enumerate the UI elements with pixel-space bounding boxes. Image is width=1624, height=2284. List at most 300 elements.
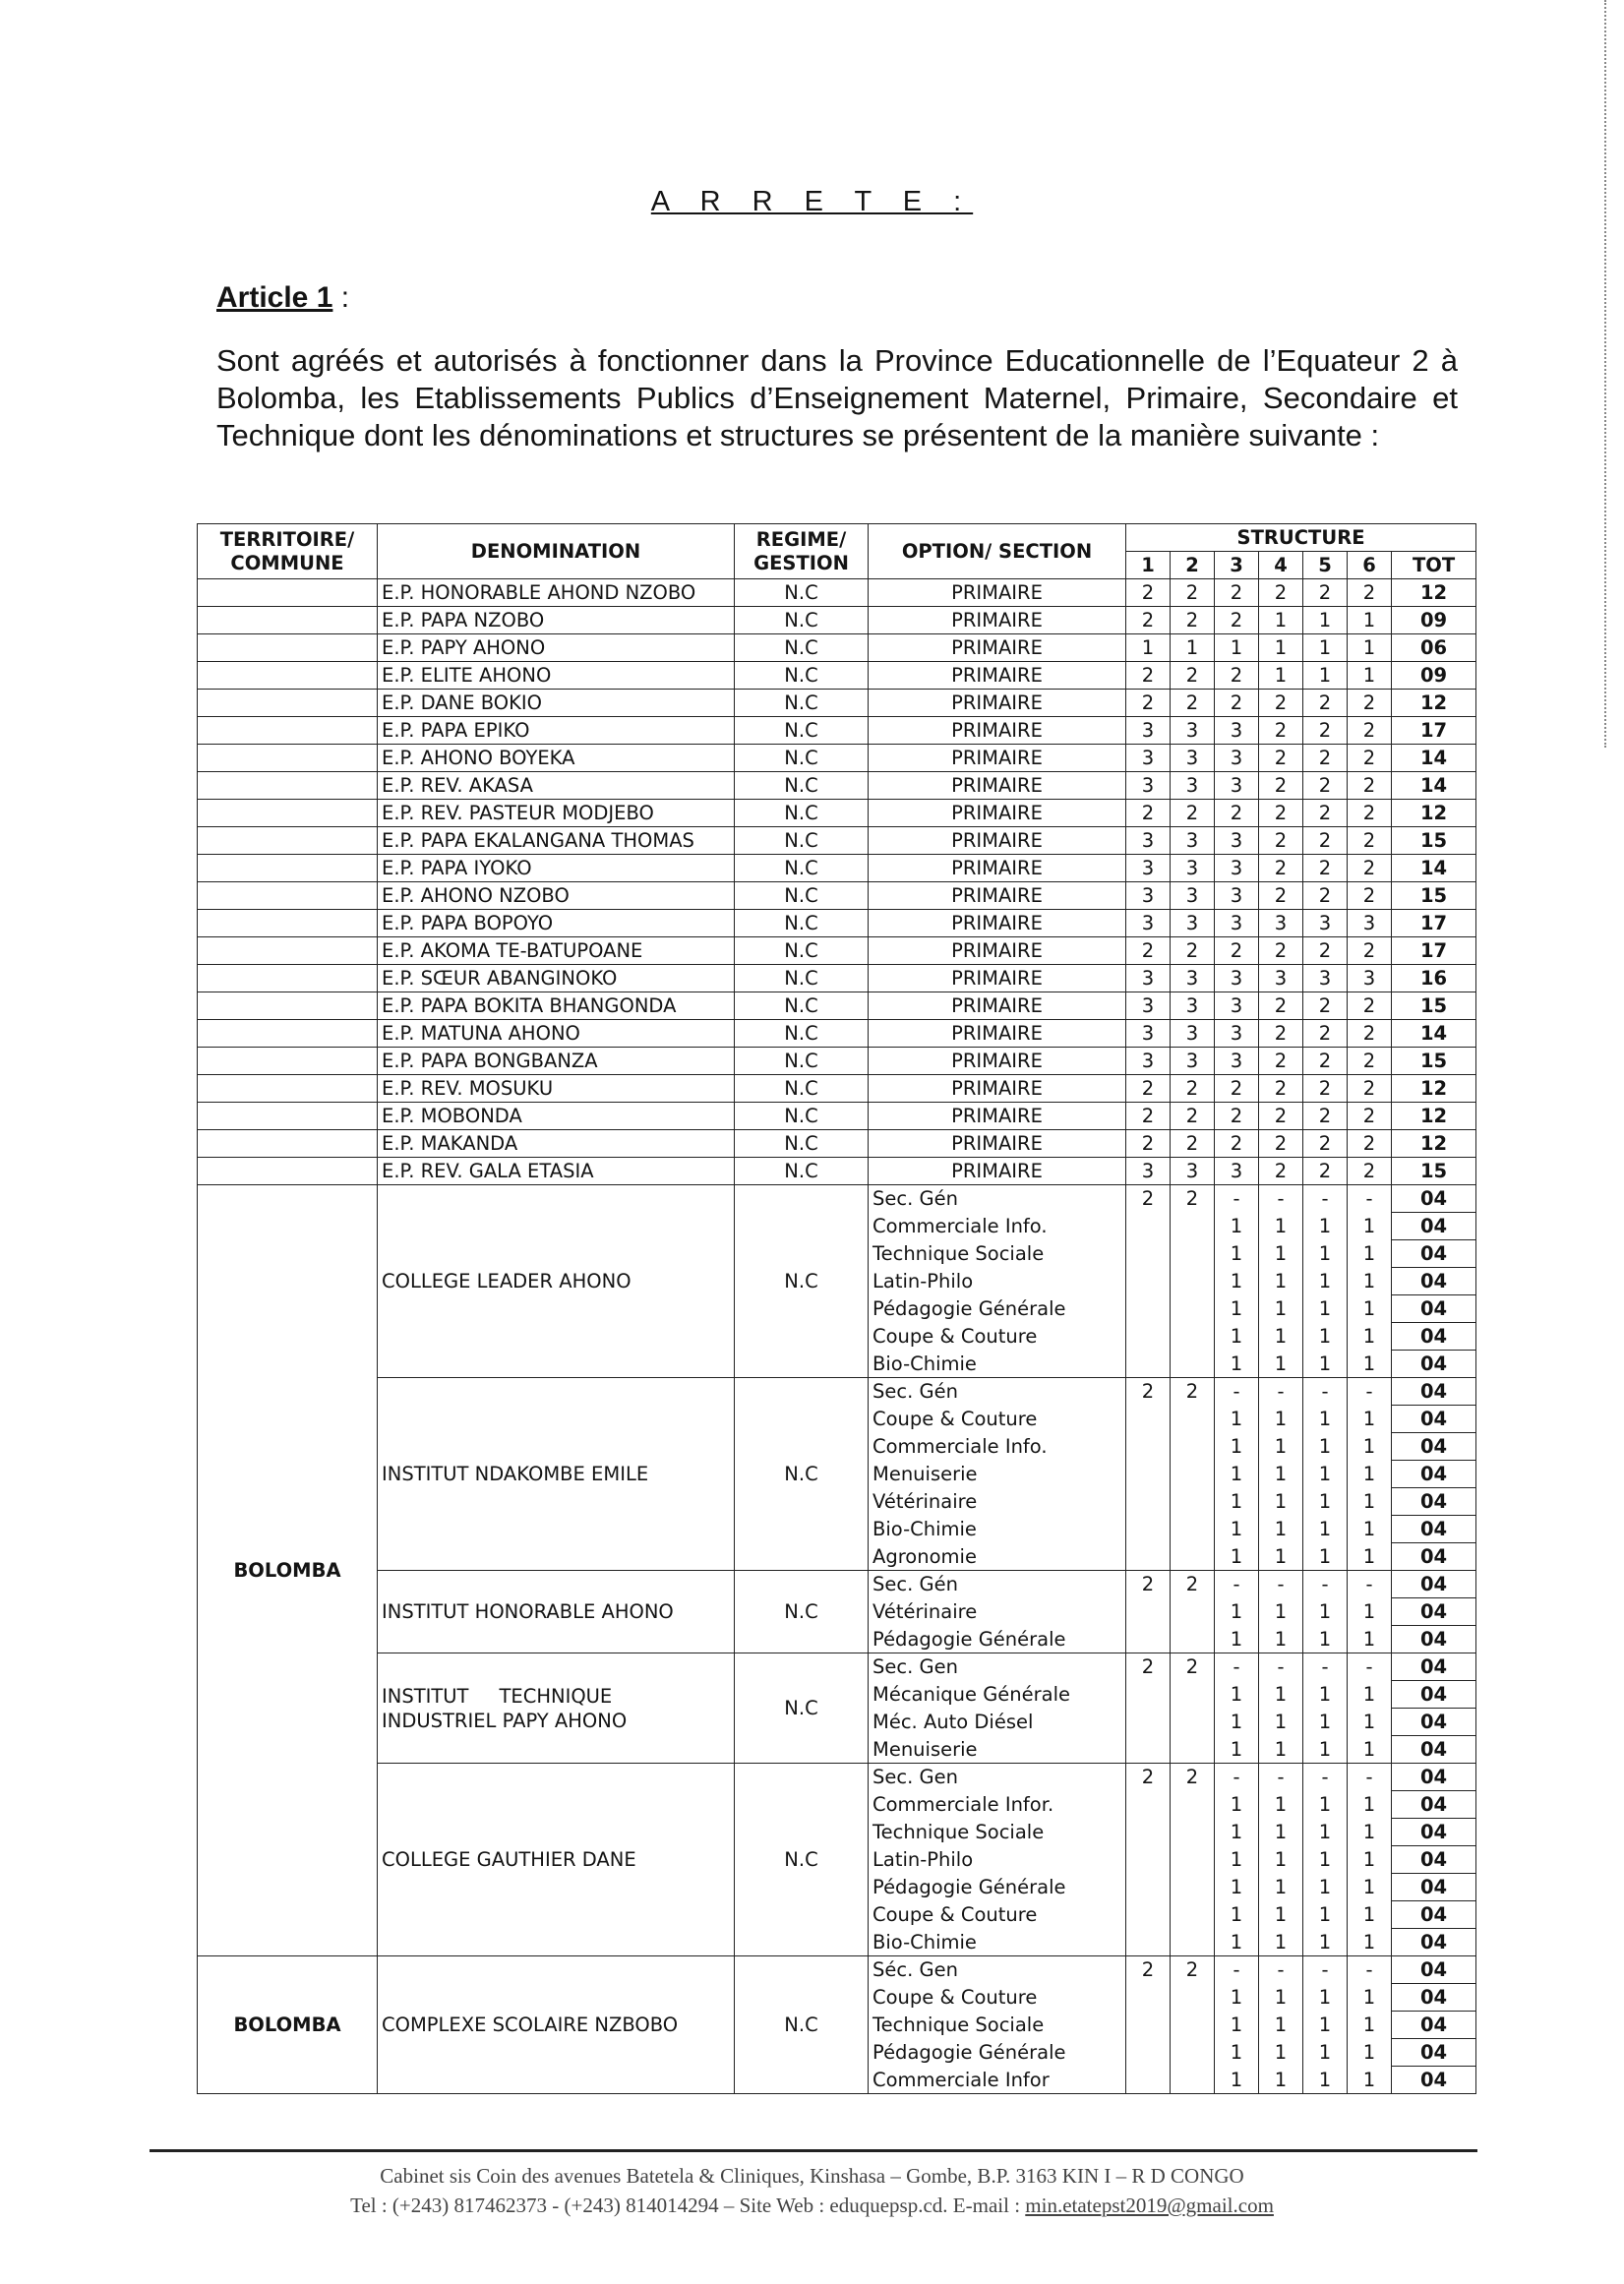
structure-cell: 2 <box>1303 1158 1348 1185</box>
territory-cell <box>198 1075 378 1103</box>
structure-cell <box>1171 1351 1215 1378</box>
structure-cell <box>1126 1874 1171 1901</box>
table-row <box>198 745 1476 772</box>
structure-cell <box>1126 1901 1171 1929</box>
structure-cell: 1 <box>1348 2039 1392 2067</box>
structure-cell: 3 <box>1215 855 1259 882</box>
document-title: A R R E T E : <box>650 186 974 217</box>
structure-cell: 1 <box>1259 1351 1303 1378</box>
territory-cell: BOLOMBA <box>198 1185 378 1956</box>
structure-cell: 2 <box>1259 579 1303 607</box>
structure-cell: 1 <box>1303 1709 1348 1736</box>
structure-cell: 2 <box>1259 745 1303 772</box>
option-cell: Latin-Philo <box>869 1846 1126 1874</box>
total-cell: 15 <box>1392 827 1476 855</box>
structure-cell: 2 <box>1303 800 1348 827</box>
structure-cell: 2 <box>1171 1571 1215 1598</box>
structure-cell: 1 <box>1348 1461 1392 1488</box>
structure-cell: 1 <box>1259 1461 1303 1488</box>
structure-cell: - <box>1215 1764 1259 1791</box>
total-cell: 15 <box>1392 992 1476 1020</box>
structure-cell: 1 <box>1303 1791 1348 1819</box>
option-cell: PRIMAIRE <box>869 607 1126 634</box>
option-cell: Bio-Chimie <box>869 1929 1126 1956</box>
structure-cell: 3 <box>1171 1048 1215 1075</box>
structure-cell: 2 <box>1259 1103 1303 1130</box>
structure-cell: 2 <box>1348 1130 1392 1158</box>
total-cell: 04 <box>1392 1901 1476 1929</box>
structure-cell: 3 <box>1215 1020 1259 1048</box>
structure-cell: 1 <box>1303 2067 1348 2094</box>
table-row <box>198 1048 1476 1075</box>
option-cell: Menuiserie <box>869 1736 1126 1764</box>
structure-cell: - <box>1259 1571 1303 1598</box>
school-name: E.P. PAPA EPIKO <box>378 717 735 745</box>
regime-cell: N.C <box>735 717 869 745</box>
structure-cell: 1 <box>1348 1819 1392 1846</box>
option-cell: Séc. Gen <box>869 1956 1126 1984</box>
structure-cell: 2 <box>1303 855 1348 882</box>
structure-cell: - <box>1303 1764 1348 1791</box>
structure-cell: 2 <box>1303 772 1348 800</box>
structure-cell: 1 <box>1303 1736 1348 1764</box>
school-name: E.P. PAPA BOKITA BHANGONDA <box>378 992 735 1020</box>
structure-cell: 2 <box>1348 772 1392 800</box>
regime-cell: N.C <box>735 882 869 910</box>
territory-cell <box>198 855 378 882</box>
structure-cell: - <box>1215 1185 1259 1213</box>
total-cell: 14 <box>1392 855 1476 882</box>
header-col-2: 2 <box>1171 552 1215 579</box>
total-cell: 04 <box>1392 1268 1476 1295</box>
table-row <box>198 910 1476 937</box>
total-cell: 17 <box>1392 717 1476 745</box>
total-cell: 16 <box>1392 965 1476 992</box>
school-name: INSTITUT NDAKOMBE EMILE <box>378 1378 735 1571</box>
total-cell: 06 <box>1392 634 1476 662</box>
structure-cell: - <box>1348 1185 1392 1213</box>
structure-cell <box>1126 1598 1171 1626</box>
total-cell: 04 <box>1392 1819 1476 1846</box>
structure-cell: 3 <box>1171 882 1215 910</box>
structure-cell <box>1126 1433 1171 1461</box>
structure-cell: 2 <box>1126 937 1171 965</box>
table-row <box>198 965 1476 992</box>
table-row <box>198 1956 1476 1984</box>
structure-cell <box>1126 1984 1171 2012</box>
total-cell: 04 <box>1392 1295 1476 1323</box>
structure-cell: 1 <box>1215 1433 1259 1461</box>
structure-cell: 1 <box>1348 1901 1392 1929</box>
regime-cell: N.C <box>735 992 869 1020</box>
structure-cell: 2 <box>1259 937 1303 965</box>
school-name: E.P. MAKANDA <box>378 1130 735 1158</box>
table-row <box>198 855 1476 882</box>
structure-cell: 2 <box>1126 1764 1171 1791</box>
structure-cell <box>1171 1323 1215 1351</box>
school-name: E.P. SŒUR ABANGINOKO <box>378 965 735 992</box>
territory-cell <box>198 717 378 745</box>
total-cell: 04 <box>1392 1461 1476 1488</box>
intro-paragraph: Sont agréés et autorisés à fonctionner dans la Province Educationnelle de l’Equateur 2 à Bolomba, les Etablissements Publics d’Enseignement Maternel, Primaire, Secondaire et Technique dont les dénominations et structures se présentent de la manière suivante : <box>216 343 1458 452</box>
header-regime: REGIME/ GESTION <box>735 524 869 579</box>
structure-cell: 2 <box>1126 800 1171 827</box>
table-row <box>198 800 1476 827</box>
structure-cell: 1 <box>1303 1543 1348 1571</box>
structure-cell: 3 <box>1215 717 1259 745</box>
option-cell: Bio-Chimie <box>869 1516 1126 1543</box>
option-cell: Agronomie <box>869 1543 1126 1571</box>
territory-cell <box>198 745 378 772</box>
regime-cell: N.C <box>735 745 869 772</box>
structure-cell: - <box>1303 1185 1348 1213</box>
structure-cell: 2 <box>1171 1653 1215 1681</box>
structure-cell: 3 <box>1126 855 1171 882</box>
structure-cell: 2 <box>1126 1103 1171 1130</box>
school-name: E.P. REV. MOSUKU <box>378 1075 735 1103</box>
structure-cell: 1 <box>1259 1874 1303 1901</box>
structure-cell <box>1126 1295 1171 1323</box>
structure-cell: 1 <box>1303 1433 1348 1461</box>
regime-cell: N.C <box>735 1158 869 1185</box>
structure-cell <box>1171 1709 1215 1736</box>
total-cell: 04 <box>1392 1323 1476 1351</box>
structure-cell: 1 <box>1259 1791 1303 1819</box>
total-cell: 04 <box>1392 1791 1476 1819</box>
table-row <box>198 1571 1476 1598</box>
structure-cell <box>1126 2067 1171 2094</box>
structure-cell: 2 <box>1171 937 1215 965</box>
structure-cell: 1 <box>1215 1406 1259 1433</box>
total-cell: 04 <box>1392 1516 1476 1543</box>
option-cell: PRIMAIRE <box>869 745 1126 772</box>
structure-cell: 1 <box>1259 1268 1303 1295</box>
structure-cell: 1 <box>1259 1516 1303 1543</box>
structure-cell: 1 <box>1259 1543 1303 1571</box>
table-row <box>198 1185 1476 1213</box>
article-heading <box>216 281 349 315</box>
structure-cell: 3 <box>1171 1020 1215 1048</box>
school-name: COLLEGE LEADER AHONO <box>378 1185 735 1378</box>
structure-cell: 1 <box>1348 1984 1392 2012</box>
structure-cell: 2 <box>1171 1185 1215 1213</box>
total-cell: 04 <box>1392 1956 1476 1984</box>
structure-cell: 2 <box>1348 827 1392 855</box>
regime-cell: N.C <box>735 1956 869 2094</box>
structure-cell: 2 <box>1171 690 1215 717</box>
structure-cell: 2 <box>1303 882 1348 910</box>
structure-cell: 1 <box>1259 1240 1303 1268</box>
footer-email-link[interactable]: min.etatepst2019@gmail.com <box>1025 2194 1274 2217</box>
structure-cell: 1 <box>1259 1819 1303 1846</box>
table-row <box>198 1130 1476 1158</box>
structure-cell: 1 <box>1303 1213 1348 1240</box>
table-row <box>198 607 1476 634</box>
total-cell: 04 <box>1392 1571 1476 1598</box>
header-col-3: 3 <box>1215 552 1259 579</box>
structure-cell: 1 <box>1303 1268 1348 1295</box>
structure-cell <box>1126 1406 1171 1433</box>
structure-cell: 1 <box>1348 1488 1392 1516</box>
table-row <box>198 1378 1476 1406</box>
header-col-4: 4 <box>1259 552 1303 579</box>
structure-cell: 1 <box>1348 1929 1392 1956</box>
structure-cell: 1 <box>1303 1323 1348 1351</box>
option-cell: PRIMAIRE <box>869 717 1126 745</box>
territory-cell <box>198 992 378 1020</box>
option-cell: Commerciale Info. <box>869 1213 1126 1240</box>
school-name: E.P. MOBONDA <box>378 1103 735 1130</box>
territory-cell <box>198 1048 378 1075</box>
footer-rule <box>150 2149 1477 2152</box>
structure-cell: 3 <box>1126 910 1171 937</box>
territory-cell <box>198 1020 378 1048</box>
total-cell: 04 <box>1392 1240 1476 1268</box>
structure-cell: 3 <box>1215 827 1259 855</box>
structure-cell: 3 <box>1215 965 1259 992</box>
structure-cell: 1 <box>1348 1516 1392 1543</box>
school-name: E.P. REV. AKASA <box>378 772 735 800</box>
school-name: E.P. REV. GALA ETASIA <box>378 1158 735 1185</box>
structure-cell <box>1126 1626 1171 1653</box>
structure-cell: 1 <box>1303 1240 1348 1268</box>
structure-cell: 2 <box>1348 717 1392 745</box>
structure-cell <box>1126 1846 1171 1874</box>
table-row <box>198 1764 1476 1791</box>
structure-cell: 2 <box>1348 937 1392 965</box>
option-cell: PRIMAIRE <box>869 1158 1126 1185</box>
footer-address: Cabinet sis Coin des avenues Batetela & Cliniques, Kinshasa – Gombe, B.P. 3163 KIN I – R D CONGO <box>380 2164 1244 2188</box>
option-cell: Commerciale Infor. <box>869 1791 1126 1819</box>
structure-cell: 1 <box>1348 1406 1392 1433</box>
structure-cell <box>1171 1736 1215 1764</box>
option-cell: PRIMAIRE <box>869 827 1126 855</box>
structure-cell: 1 <box>1215 1984 1259 2012</box>
table-row <box>198 992 1476 1020</box>
table-row <box>198 1653 1476 1681</box>
table-row <box>198 937 1476 965</box>
school-name: E.P. ELITE AHONO <box>378 662 735 690</box>
structure-cell: 1 <box>1171 634 1215 662</box>
structure-cell: 1 <box>1259 1488 1303 1516</box>
structure-cell: 1 <box>1348 1626 1392 1653</box>
structure-cell: 1 <box>1348 1543 1392 1571</box>
option-cell: Sec. Gén <box>869 1185 1126 1213</box>
structure-cell: 2 <box>1303 579 1348 607</box>
territory-cell <box>198 827 378 855</box>
table-row <box>198 662 1476 690</box>
structure-cell <box>1171 1681 1215 1709</box>
structure-cell <box>1126 1488 1171 1516</box>
table-row <box>198 772 1476 800</box>
school-name: E.P. REV. PASTEUR MODJEBO <box>378 800 735 827</box>
option-cell: PRIMAIRE <box>869 855 1126 882</box>
structure-cell: 1 <box>1215 1598 1259 1626</box>
structure-cell: 2 <box>1259 1048 1303 1075</box>
structure-cell: 1 <box>1259 1709 1303 1736</box>
structure-cell: 1 <box>1348 662 1392 690</box>
structure-cell: 1 <box>1303 1461 1348 1488</box>
regime-cell: N.C <box>735 579 869 607</box>
structure-cell: 1 <box>1348 1433 1392 1461</box>
structure-cell: 1 <box>1348 1268 1392 1295</box>
structure-cell: 1 <box>1259 1433 1303 1461</box>
structure-cell: 1 <box>1215 1268 1259 1295</box>
structure-cell: 2 <box>1348 690 1392 717</box>
structure-cell: 1 <box>1303 1598 1348 1626</box>
structure-cell: 3 <box>1126 772 1171 800</box>
structure-cell: 2 <box>1259 992 1303 1020</box>
structure-cell: 1 <box>1259 607 1303 634</box>
structure-cell: 1 <box>1348 1846 1392 1874</box>
structure-cell <box>1171 1543 1215 1571</box>
structure-cell: - <box>1348 1378 1392 1406</box>
structure-cell: 1 <box>1348 1791 1392 1819</box>
option-cell: PRIMAIRE <box>869 800 1126 827</box>
school-name: E.P. PAPA BONGBANZA <box>378 1048 735 1075</box>
structure-cell <box>1171 1819 1215 1846</box>
option-cell: PRIMAIRE <box>869 992 1126 1020</box>
school-name-line: INDUSTRIEL PAPY AHONO <box>382 1709 628 1732</box>
structure-cell: 1 <box>1215 1736 1259 1764</box>
structure-cell: 1 <box>1215 1901 1259 1929</box>
structure-cell: 2 <box>1348 1158 1392 1185</box>
option-cell: Bio-Chimie <box>869 1351 1126 1378</box>
structure-cell: 1 <box>1215 1240 1259 1268</box>
regime-cell: N.C <box>735 1075 869 1103</box>
structure-cell: 3 <box>1126 965 1171 992</box>
structure-cell: 1 <box>1259 634 1303 662</box>
regime-cell: N.C <box>735 827 869 855</box>
structure-cell: 1 <box>1259 2067 1303 2094</box>
structure-cell <box>1126 1819 1171 1846</box>
total-cell: 04 <box>1392 1984 1476 2012</box>
structure-cell: 2 <box>1126 607 1171 634</box>
structure-cell: 1 <box>1259 1626 1303 1653</box>
total-cell: 04 <box>1392 1406 1476 1433</box>
structure-cell: 1 <box>1259 1323 1303 1351</box>
structure-cell: 2 <box>1215 937 1259 965</box>
school-name: E.P. PAPA NZOBO <box>378 607 735 634</box>
regime-cell: N.C <box>735 1653 869 1764</box>
structure-cell <box>1126 1323 1171 1351</box>
structure-cell: 3 <box>1126 992 1171 1020</box>
structure-cell <box>1126 1213 1171 1240</box>
structure-cell: 1 <box>1215 2012 1259 2039</box>
structure-cell <box>1126 1709 1171 1736</box>
regime-cell: N.C <box>735 937 869 965</box>
structure-cell: 1 <box>1259 662 1303 690</box>
option-cell: Sec. Gen <box>869 1764 1126 1791</box>
regime-cell: N.C <box>735 1378 869 1571</box>
structure-cell: 1 <box>1303 607 1348 634</box>
total-cell: 12 <box>1392 1075 1476 1103</box>
total-cell: 04 <box>1392 1874 1476 1901</box>
structure-cell: 2 <box>1126 1378 1171 1406</box>
regime-cell: N.C <box>735 855 869 882</box>
option-cell: Pédagogie Générale <box>869 1295 1126 1323</box>
structure-cell: 1 <box>1259 1736 1303 1764</box>
total-cell: 04 <box>1392 1681 1476 1709</box>
total-cell: 14 <box>1392 1020 1476 1048</box>
structure-cell: 1 <box>1303 1626 1348 1653</box>
structure-cell: 2 <box>1303 992 1348 1020</box>
structure-cell: 2 <box>1303 745 1348 772</box>
table-row <box>198 690 1476 717</box>
option-cell: PRIMAIRE <box>869 579 1126 607</box>
structure-cell: - <box>1303 1956 1348 1984</box>
structure-cell: 2 <box>1171 800 1215 827</box>
structure-cell: 3 <box>1171 855 1215 882</box>
structure-cell: 1 <box>1215 1461 1259 1488</box>
footer-contact-text: Tel : (+243) 817462373 - (+243) 814014294 – Site Web : eduquepsp.cd. E-mail : <box>350 2194 1026 2217</box>
structure-cell: 2 <box>1126 1075 1171 1103</box>
structure-cell <box>1171 1901 1215 1929</box>
structure-cell <box>1171 1295 1215 1323</box>
structure-cell: 1 <box>1215 1323 1259 1351</box>
structure-cell: 3 <box>1215 910 1259 937</box>
structure-cell: 3 <box>1259 910 1303 937</box>
structure-cell <box>1171 1461 1215 1488</box>
structure-cell <box>1126 2012 1171 2039</box>
school-name <box>378 1653 735 1764</box>
school-name: E.P. MATUNA AHONO <box>378 1020 735 1048</box>
option-cell: Méc. Auto Diésel <box>869 1709 1126 1736</box>
structure-cell: 3 <box>1126 1020 1171 1048</box>
total-cell: 12 <box>1392 1103 1476 1130</box>
structure-cell <box>1171 1791 1215 1819</box>
structure-cell: 2 <box>1126 662 1171 690</box>
structure-cell: - <box>1259 1378 1303 1406</box>
total-cell: 04 <box>1392 1213 1476 1240</box>
structure-cell: 2 <box>1259 855 1303 882</box>
structure-cell: 2 <box>1259 882 1303 910</box>
total-cell: 04 <box>1392 1626 1476 1653</box>
structure-cell: 2 <box>1303 1048 1348 1075</box>
structure-cell <box>1126 1543 1171 1571</box>
structure-cell: 1 <box>1215 1819 1259 1846</box>
total-cell: 17 <box>1392 937 1476 965</box>
structure-cell: - <box>1259 1764 1303 1791</box>
structure-cell: 1 <box>1215 1351 1259 1378</box>
option-cell: PRIMAIRE <box>869 1048 1126 1075</box>
total-cell: 12 <box>1392 1130 1476 1158</box>
structure-cell: 2 <box>1215 1075 1259 1103</box>
structure-cell: 1 <box>1215 634 1259 662</box>
territory-cell <box>198 1103 378 1130</box>
structure-cell: 2 <box>1348 579 1392 607</box>
regime-cell: N.C <box>735 690 869 717</box>
structure-cell: 2 <box>1348 745 1392 772</box>
total-cell: 04 <box>1392 2067 1476 2094</box>
structure-cell <box>1171 1626 1215 1653</box>
regime-cell: N.C <box>735 1048 869 1075</box>
structure-cell: 2 <box>1126 1956 1171 1984</box>
structure-cell: 2 <box>1171 1378 1215 1406</box>
structure-cell: - <box>1303 1571 1348 1598</box>
table-row <box>198 882 1476 910</box>
structure-cell: - <box>1259 1185 1303 1213</box>
structure-cell: - <box>1303 1378 1348 1406</box>
structure-cell: 2 <box>1348 882 1392 910</box>
structure-cell <box>1171 2039 1215 2067</box>
structure-cell: 1 <box>1215 1874 1259 1901</box>
structure-cell: 1 <box>1348 1213 1392 1240</box>
total-cell: 04 <box>1392 2012 1476 2039</box>
structure-cell: 1 <box>1303 1488 1348 1516</box>
total-cell: 04 <box>1392 1351 1476 1378</box>
structure-cell: 1 <box>1303 1929 1348 1956</box>
